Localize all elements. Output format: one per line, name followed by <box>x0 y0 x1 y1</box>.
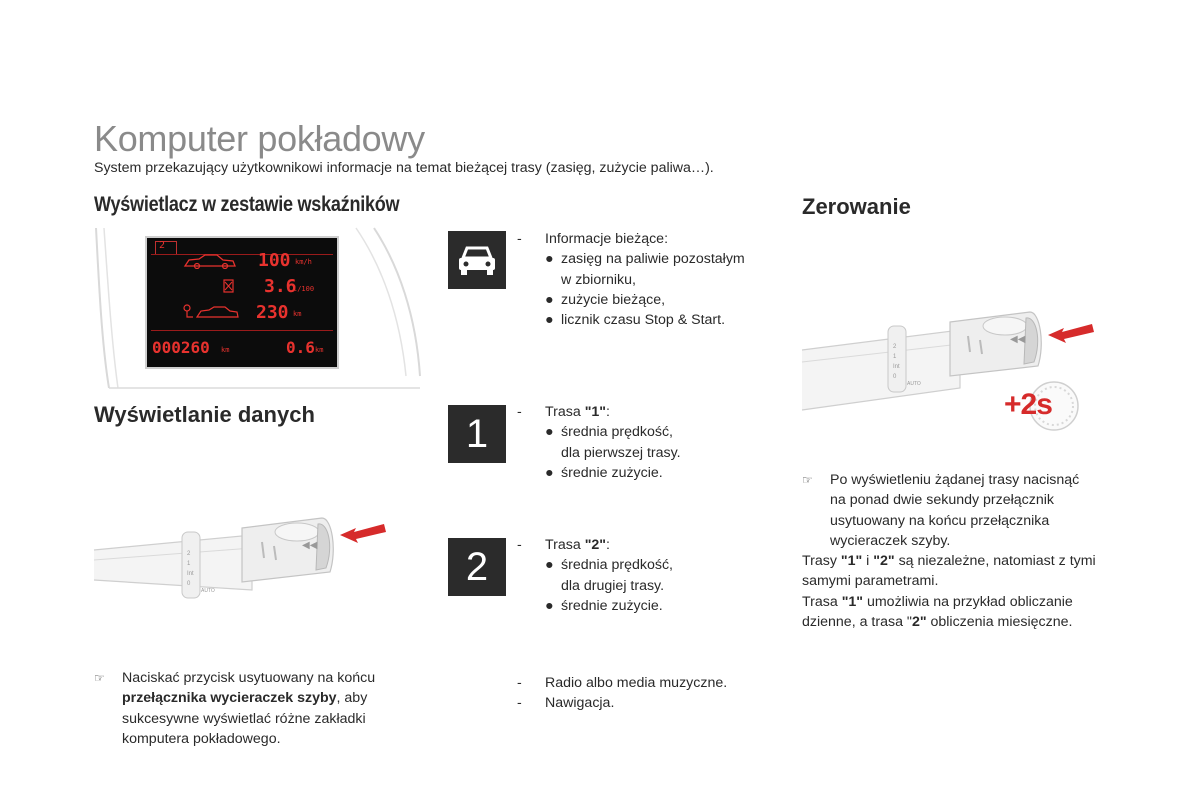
display-consumption: 3.6 <box>264 276 297 297</box>
svg-text:Int: Int <box>893 364 900 370</box>
trip1-icon-box <box>448 405 506 463</box>
wiper-stalk-illustration <box>92 510 392 605</box>
current-item-3: licznik czasu Stop & Start. <box>561 312 726 329</box>
display-tab: 2 <box>159 240 166 251</box>
trip1-item-1b: dla pierwszej trasy. <box>561 444 681 461</box>
car-icon <box>455 242 499 278</box>
fuel-icon <box>222 278 236 294</box>
current-item-1: zasięg na paliwie pozostałym <box>561 251 745 268</box>
svg-text:AUTO: AUTO <box>201 588 215 594</box>
svg-text:2: 2 <box>893 344 897 350</box>
heading-reset: Zerowanie <box>802 194 911 219</box>
svg-text:◀◀: ◀◀ <box>1010 334 1026 345</box>
p2-line2c: obliczenia miesięczne. <box>926 614 1073 631</box>
heading-data: Wyświetlanie danych <box>94 402 315 427</box>
p2-b: "1" <box>841 593 864 610</box>
page-subtitle: System przekazujący użytkownikowi informacje na temat bieżącej trasy (zasięg, zużycie paliwa…). <box>94 160 714 176</box>
display-speed-unit: km/h <box>295 258 312 266</box>
trip1-label-pre: Trasa <box>545 404 585 420</box>
dashboard-display <box>145 236 339 369</box>
trip2-block: - Trasa "2": ● średnia prędkość, dla drugiej trasy. ● średnie zużycie. <box>517 535 777 616</box>
trip2-icon-box <box>448 538 506 596</box>
hold-2s-text: +2s <box>1004 388 1052 421</box>
display-consumption-unit: l/100 <box>293 285 315 293</box>
svg-text:0: 0 <box>893 374 897 380</box>
svg-text:2: 2 <box>187 551 191 557</box>
left-instruction-line4: komputera pokładowego. <box>122 730 281 747</box>
display-range-unit: km <box>293 310 302 318</box>
trip1-item-1: średnia prędkość, <box>561 424 673 441</box>
current-info-block: - Informacje bieżące: ● zasięg na paliwie pozostałym w zbiorniku, ● zużycie bieżące, ● licznik czasu Stop & Start. <box>517 229 777 330</box>
svg-text:1: 1 <box>893 354 897 360</box>
p2-line2b: 2" <box>911 614 927 631</box>
hold-2s-badge <box>1002 380 1084 432</box>
left-instruction-part1: Naciskać przycisk usytuowany na końcu <box>122 670 376 686</box>
p2-c: umożliwia na przykład obliczanie <box>863 593 1073 610</box>
reset-line-1: Po wyświetleniu żądanej trasy nacisnąć <box>830 472 1080 488</box>
pointer-finger-icon: ☞ <box>94 671 105 685</box>
svg-text:0: 0 <box>187 581 191 587</box>
trip2-label-post: : <box>606 537 610 553</box>
pointer-finger-icon-right: ☞ <box>802 473 813 487</box>
trip2-label-bold: "2" <box>584 537 607 553</box>
display-range: 230 <box>256 302 289 323</box>
extra-radio: Radio albo media muzyczne. <box>545 675 728 691</box>
svg-text:1: 1 <box>187 561 191 567</box>
left-instruction-line3: sukcesywne wyświetlać różne zakładki <box>122 710 366 727</box>
range-car-icon <box>183 302 239 320</box>
display-speed: 100 <box>258 250 291 271</box>
extra-block: - Radio albo media muzyczne. - Nawigacja. <box>517 673 777 714</box>
current-item-2: zużycie bieżące, <box>561 291 666 308</box>
display-odometer: 000260 <box>152 338 210 357</box>
display-odometer-unit: km <box>221 346 230 354</box>
trip1-number: 1 <box>465 411 489 456</box>
reset-instruction <box>802 470 1142 632</box>
trip1-label-bold: "1" <box>584 404 607 420</box>
page-title: Komputer pokładowy <box>94 118 425 159</box>
reset-paragraph-2 <box>802 592 1142 633</box>
trip1-label-post: : <box>606 404 610 420</box>
trip1-item-2: średnie zużycie. <box>561 464 663 481</box>
extra-navigation: Nawigacja. <box>545 695 615 712</box>
svg-text:◀◀: ◀◀ <box>302 540 318 551</box>
current-item-1b: w zbiorniku, <box>561 271 636 288</box>
left-instruction <box>94 668 424 749</box>
current-info-icon-box <box>448 231 506 289</box>
trip2-item-1: średnia prędkość, <box>561 557 673 574</box>
p1-line2: samymi parametrami. <box>802 573 939 590</box>
p1-e: są niezależne, natomiast z tymi <box>894 553 1096 570</box>
p1-a: Trasy <box>802 553 841 570</box>
svg-text:Int: Int <box>187 571 194 577</box>
current-info-label: Informacje bieżące: <box>545 231 669 247</box>
reset-line-3: usytuowany na końcu przełącznika <box>830 512 1050 529</box>
reset-line-2: na ponad dwie sekundy przełącznik <box>830 492 1054 509</box>
left-instruction-part2: , aby <box>336 690 368 707</box>
reset-paragraph-1 <box>802 551 1142 592</box>
p2-line2a: dzienne, a trasa " <box>802 614 912 631</box>
reset-line-4: wycieraczek szyby. <box>830 532 951 549</box>
p2-a: Trasa <box>802 593 842 610</box>
display-trip-unit: km <box>315 346 324 354</box>
trip2-label-pre: Trasa <box>545 537 585 553</box>
trip2-number: 2 <box>465 544 489 589</box>
car-speed-icon <box>183 253 239 269</box>
p1-c: i <box>862 553 874 570</box>
trip2-item-1b: dla drugiej trasy. <box>561 577 665 594</box>
heading-display: Wyświetlacz w zestawie wskaźników <box>94 193 400 216</box>
svg-text:AUTO: AUTO <box>907 381 921 387</box>
trip2-item-2: średnie zużycie. <box>561 597 663 614</box>
display-trip: 0.6 <box>286 338 315 357</box>
p1-b: "1" <box>840 553 863 570</box>
trip1-block: - Trasa "1": ● średnia prędkość, dla pierwszej trasy. ● średnie zużycie. <box>517 402 777 483</box>
p1-d: "2" <box>873 553 895 570</box>
left-instruction-bold: przełącznika wycieraczek szyby <box>122 690 337 707</box>
